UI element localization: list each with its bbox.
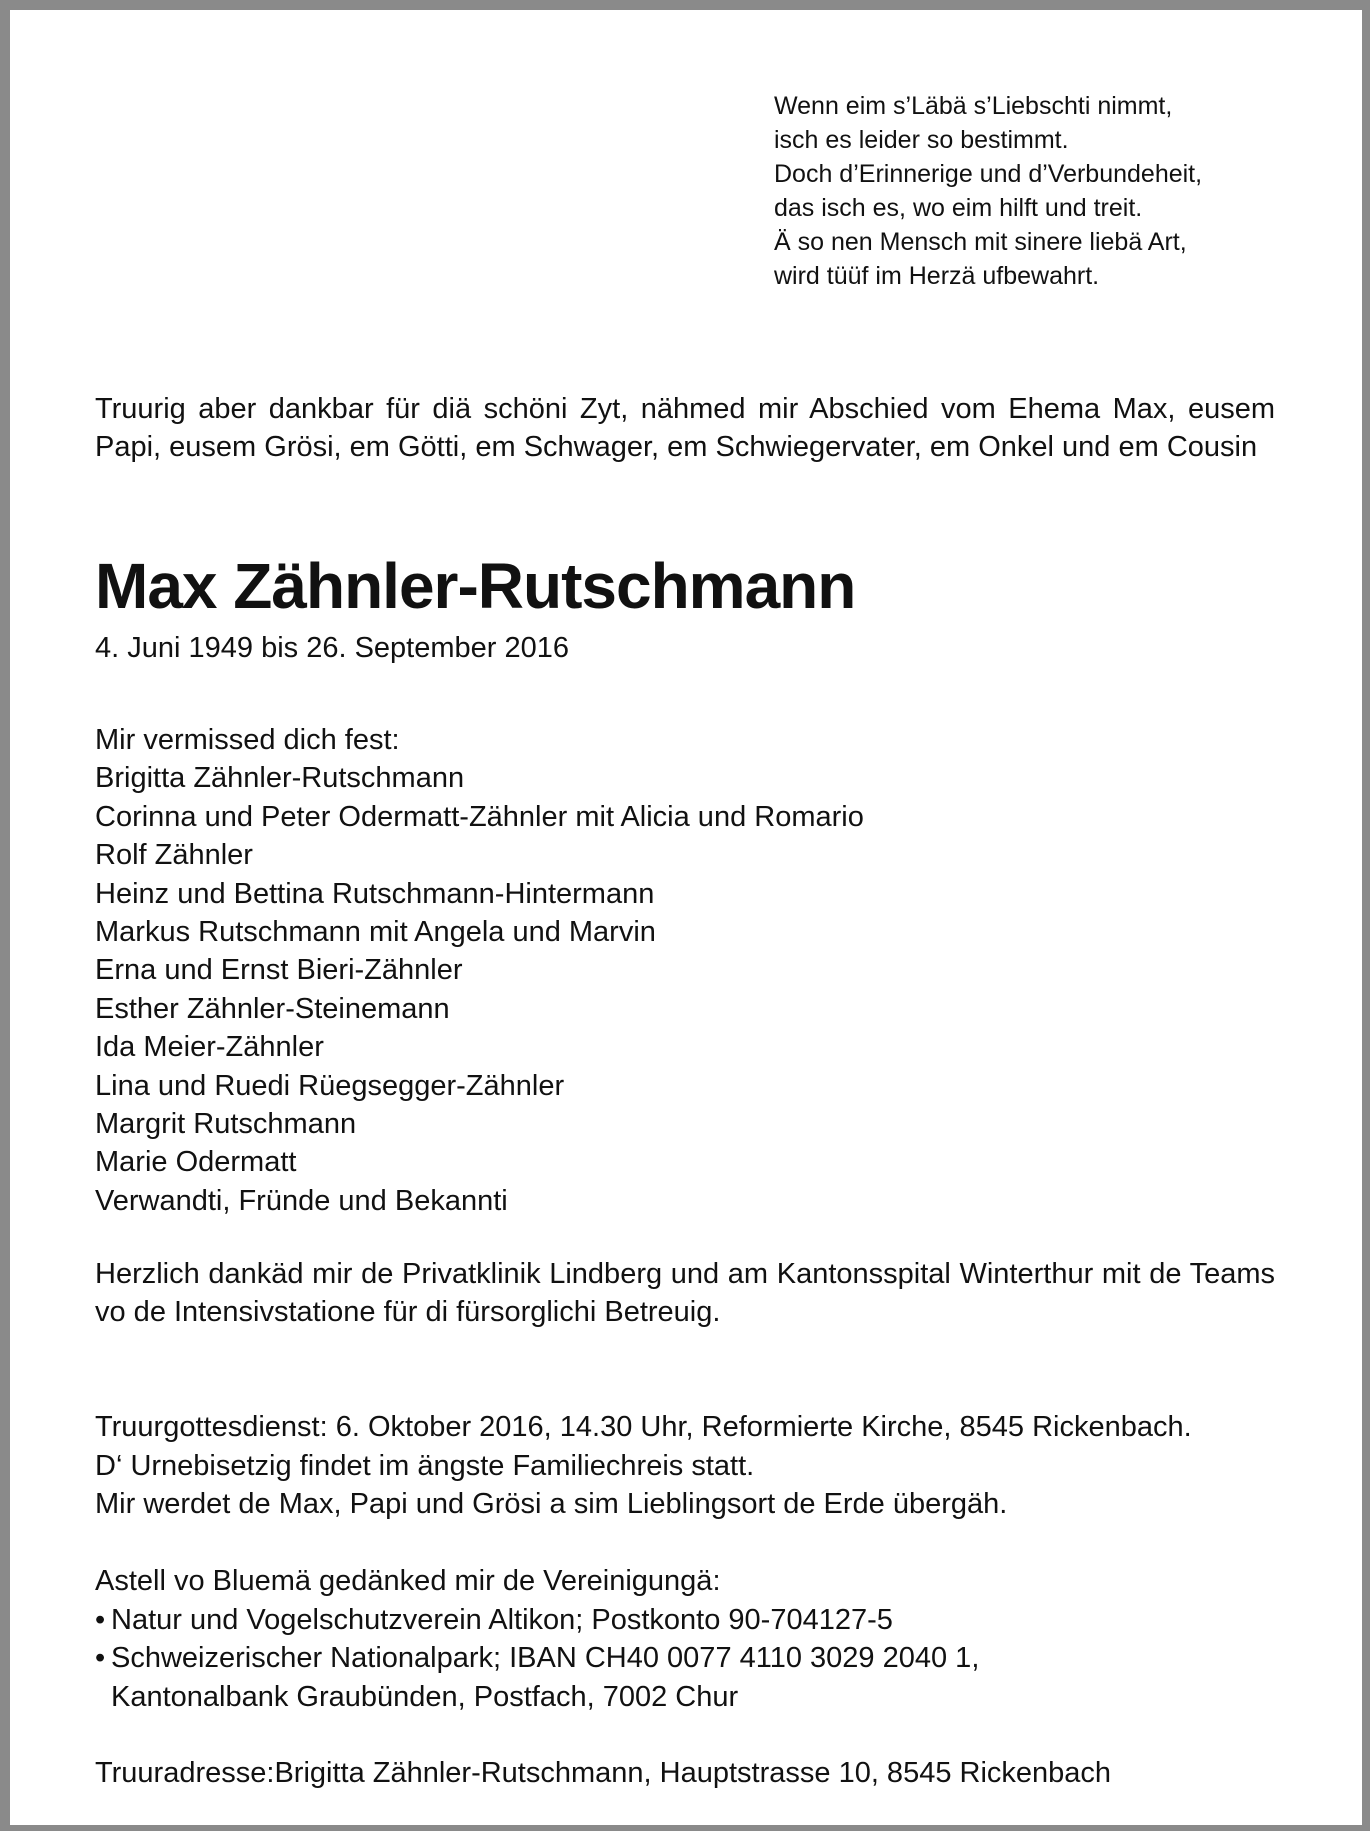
mourner-entry: Heinz und Bettina Rutschmann-Hintermann (95, 877, 655, 910)
donations-section (95, 1562, 979, 1716)
poem-line: isch es leider so bestimmt. (774, 126, 1069, 154)
poem (774, 89, 1202, 293)
donation-item (95, 1601, 979, 1640)
donation-text-continued: Kantonalbank Graubünden, Postfach, 7002 Chur (111, 1680, 739, 1713)
life-dates: 4. Juni 1949 bis 26. September 2016 (95, 632, 569, 664)
donation-item (95, 1639, 979, 1678)
mourner-entry: Rolf Zähnler (95, 839, 253, 872)
mourner-entry: Ida Meier-Zähnler (95, 1031, 324, 1064)
poem-line: wird tüüf im Herzä ufbewahrt. (774, 262, 1100, 290)
mourner-entry: Verwandti, Fründe und Bekannti (95, 1184, 508, 1217)
mourner-entry: Markus Rutschmann mit Angela und Marvin (95, 916, 656, 949)
donation-text: Natur und Vogelschutzverein Altikon; Postkonto 90-704127-5 (111, 1603, 893, 1636)
mourner-entry: Esther Zähnler-Steinemann (95, 992, 450, 1025)
poem-line: Ä so nen Mensch mit sinere liebä Art, (774, 228, 1187, 256)
mourner-entry: Lina und Ruedi Rüegsegger-Zähnler (95, 1069, 565, 1102)
poem-line: das isch es, wo eim hilft und treit. (774, 194, 1143, 222)
thanks-paragraph: Herzlich dankäd mir de Privatklinik Lindberg und am Kantonsspital Winterthur mit de Teams vo de Intensivstatione für di fürsorglichi Betreuig. (95, 1258, 1275, 1328)
poem-line: Doch d’Erinnerige und d’Verbundeheit, (774, 160, 1203, 188)
service-line: Mir werdet de Max, Papi und Grösi a sim Lieblingsort de Erde übergäh. (95, 1488, 1008, 1520)
deceased-name: Max Zähnler-Rutschmann (95, 550, 856, 622)
intro-paragraph: Truurig aber dankbar für diä schöni Zyt, nähmed mir Abschied vom Ehema Max, eusem Papi, eusem Grösi, em Götti, em Schwager, em Schwiegervater, em Onkel und em Cousin (95, 393, 1275, 463)
mourning-address: Truuradresse:Brigitta Zähnler-Rutschmann, Hauptstrasse 10, 8545 Rickenbach (95, 1757, 1112, 1789)
mourner-entry: Margrit Rutschmann (95, 1108, 357, 1141)
donation-text: Schweizerischer Nationalpark; IBAN CH40 0077 4110 3029 2040 1, (111, 1642, 980, 1674)
mourner-entry: Erna und Ernst Bieri-Zähnler (95, 954, 463, 987)
mourner-entry: Marie Odermatt (95, 1146, 297, 1179)
mourners-list (95, 721, 864, 1220)
mourner-entry: Brigitta Zähnler-Rutschmann (95, 762, 465, 795)
poem-line: Wenn eim s’Läbä s’Liebschti nimmt, (774, 92, 1173, 120)
service-info (95, 1408, 1192, 1524)
service-line: Truurgottesdienst: 6. Oktober 2016, 14.30 Uhr, Reformierte Kirche, 8545 Rickenbach. (95, 1411, 1192, 1443)
service-line: D‘ Urnebisetzig findet im ängste Familiechreis statt. (95, 1449, 755, 1482)
bullet-icon: • (95, 1603, 106, 1636)
mourner-entry: Corinna und Peter Odermatt-Zähnler mit Alicia und Romario (95, 800, 864, 833)
mourners-heading: Mir vermissed dich fest: (95, 724, 400, 756)
donations-heading: Astell vo Bluemä gedänked mir de Vereinigungä: (95, 1565, 721, 1597)
bullet-icon: • (95, 1642, 106, 1674)
